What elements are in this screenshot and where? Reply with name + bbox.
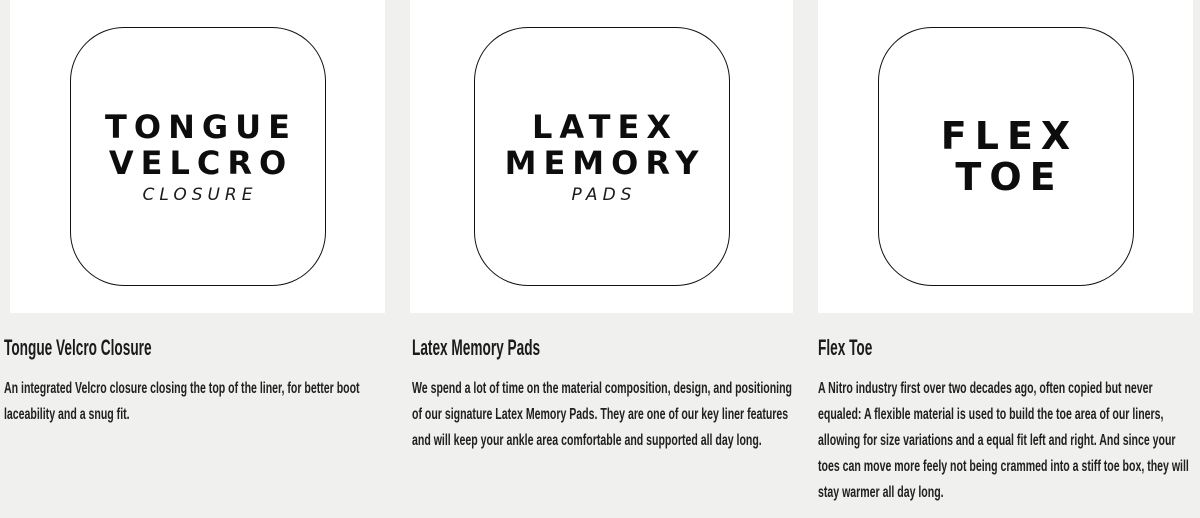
badge-subtitle: PADS xyxy=(571,184,637,205)
feature-paragraph-line: of our signature Latex Memory Pads. They are one of our key liner features xyxy=(412,406,789,423)
feature-paragraph xyxy=(818,376,1189,506)
feature-paragraph-line: An integrated Velcro closure closing the top of the liner, for better boot xyxy=(4,380,360,397)
badge-title-line: VELCRO xyxy=(108,143,294,182)
feature-paragraph-line: laceability and a snug fit. xyxy=(4,406,130,423)
badge-title-line: TOE xyxy=(955,154,1064,199)
feature-image-flex-toe xyxy=(818,0,1193,313)
feature-paragraph-line: A Nitro industry first over two decades ago, often copied but never xyxy=(818,380,1153,397)
feature-paragraph-line: We spend a lot of time on the material composition, design, and positioning xyxy=(412,380,792,397)
badge-subtitle: CLOSURE xyxy=(142,184,258,205)
feature-paragraph-line: equaled: A flexible material is used to build the toe area of our liners, xyxy=(818,406,1164,423)
feature-paragraph xyxy=(412,376,792,454)
latex-memory-badge-icon xyxy=(474,27,730,286)
badge-title-line: FLEX xyxy=(940,113,1079,158)
tongue-velcro-badge-icon xyxy=(70,27,326,286)
badge-title-line: TONGUE xyxy=(105,107,297,146)
feature-paragraph-line: and will keep your ankle area comfortable and supported all day long. xyxy=(412,432,762,449)
badge-title-line: LATEX xyxy=(531,107,679,146)
feature-image-tongue-velcro xyxy=(10,0,385,313)
badge-title-line: MEMORY xyxy=(504,143,706,182)
feature-paragraph-line: toes can move more feely not being crammed into a stiff toe box, they will xyxy=(818,458,1189,475)
feature-paragraph xyxy=(4,376,360,428)
flex-toe-badge-icon xyxy=(878,27,1134,286)
feature-heading: Tongue Velcro Closure xyxy=(4,335,152,360)
feature-heading: Flex Toe xyxy=(818,335,873,360)
feature-paragraph-line: allowing for size variations and a equal fit left and right. And since your xyxy=(818,432,1176,449)
feature-heading: Latex Memory Pads xyxy=(412,335,541,360)
feature-image-latex-memory xyxy=(410,0,793,313)
feature-paragraph-line: stay warmer all day long. xyxy=(818,484,944,501)
